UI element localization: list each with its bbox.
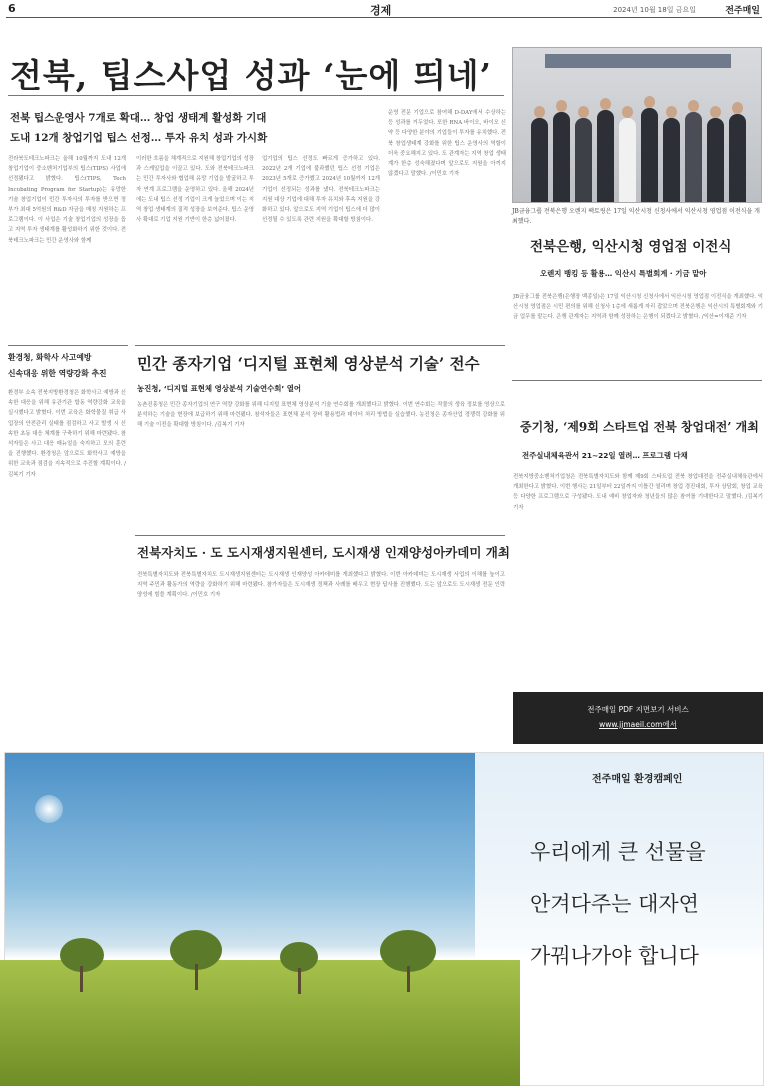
mid-story-body: 농촌진흥청은 민간 종자기업의 연구 역량 강화를 위해 디지털 표현체 영상분석 기술 연수회를 개최했다고 밝혔다. 이번 연수회는 작물의 생육 정보를 영상으로 분석하는 기술을 현장에 보급하기 위해 마련됐다. 참석자들은 표현체 분석 장비 활용법과 데이터 처리 방법을 실습했다. 농진청은 종자산업 경쟁력 강화를 위해 기술 이전을 확대할 방침이다. /김복기 기자 xyxy=(137,402,505,429)
divider xyxy=(8,345,128,346)
left-story-body: 환경부 소속 전북지방환경청은 화학사고 예방과 신속한 대응을 위해 유관기관 합동 역량강화 교육을 실시했다고 밝혔다. 이번 교육은 화학물질 취급 사업장의 안전관리 실태를 점검하고 사고 발생 시 신속한 초동 대응 체계를 구축하기 위해 마련됐다. 참석자들은 사고 대응 매뉴얼을 숙지하고 모의 훈련을 진행했다. 환경청은 앞으로도 화학사고 예방을 위한 교육과 점검을 지속적으로 추진할 계획이다. /김복기 기자 xyxy=(8,390,126,478)
tree-trunk xyxy=(80,966,83,992)
right2-story-subtitle: 전주실내체육관서 21~22일 열려… 프로그램 다채 xyxy=(522,451,688,460)
right2-story-title: 중기청, ‘제9회 스타트업 전북 창업대전’ 개최 xyxy=(520,420,759,434)
divider xyxy=(135,345,505,346)
photo-banner xyxy=(545,54,731,68)
ad-slogan-line-2: 안겨다주는 대자연 xyxy=(530,892,699,916)
masthead xyxy=(6,2,762,18)
photo-person xyxy=(619,118,636,202)
main-body-col4: 운영 전문 기업으로 참여해 D-DAY에서 수상하는 등 성과를 거두었다. 또한 RNA 바이오, 바이오 신약 등 다양한 분야의 기업들이 투자를 유치했다. 전북 창업생태계 강화를 위한 팁스 운영사의 역할이 더욱 중요해지고 있다. 도 관계자는 지역 창업 생태계가 한층 성숙해졌다며 앞으로도 지원을 아끼지 않겠다고 말했다. /이민호 기자 xyxy=(388,110,506,178)
ad-slogan-line-1: 우리에게 큰 선물을 xyxy=(530,840,706,864)
page-number: 6 xyxy=(8,2,16,15)
divider xyxy=(512,380,762,381)
photo-person xyxy=(707,118,724,202)
mid-story-subtitle: 농진청, ‘디지털 표현체 영상분석 기술연수회’ 열어 xyxy=(137,384,302,393)
tree-trunk xyxy=(298,968,301,994)
issue-date: 2024년 10월 18일 금요일 xyxy=(613,6,696,14)
photo-person xyxy=(531,118,548,202)
pdf-service-title: 전주매일 PDF 지면보기 서비스 xyxy=(587,705,689,714)
main-headline: 전북, 팁스사업 성과 ‘눈에 띄네’ xyxy=(10,56,492,95)
photo-person xyxy=(663,118,680,202)
mid2-story-body: 전북특별자치도와 전북특별자치도 도시재생지원센터는 도시재생 인재양성 아카데미를 개최했다고 밝혔다. 이번 아카데미는 도시재생 사업의 이해를 높이고 지역 주민과 활동가의 역량을 강화하기 위해 마련됐다. 참가자들은 도시재생 정책과 사례를 배우고 현장 답사를 진행했다. 도는 앞으로도 도시재생 전문 인력 양성에 힘쓸 계획이다. /이민호 기자 xyxy=(137,572,505,599)
left-story-title: 환경청, 화학사 사고예방 xyxy=(8,353,92,362)
photo-person xyxy=(729,114,746,202)
tree-trunk xyxy=(195,964,198,990)
photo-caption: JB금융그룹 전북은행 오렌지 팩토링은 17일 익산시청 신청사에서 익산시청 영업점 이전식을 개최했다. xyxy=(512,208,760,225)
news-photo xyxy=(512,47,762,203)
photo-person xyxy=(553,112,570,202)
grass-field xyxy=(0,960,520,1086)
right-story-title: 전북은행, 익산시청 영업점 이전식 xyxy=(530,239,732,255)
sun-glow xyxy=(35,795,63,823)
divider xyxy=(8,95,504,96)
right-story-body: JB금융그룹 전북은행(은행장 백종일)은 17일 익산시청 신청사에서 익산시청 영업점 이전식을 개최했다. 익산시청 영업점은 시민 편의를 위해 신청사 1층에 새롭게 자리 잡았으며 전북은행은 익산시의 특별회계와 기금 업무를 맡는다. 은행 관계자는 지역과 함께 성장하는 은행이 되겠다고 밝혔다. /익산=이재준 기자 xyxy=(513,294,763,321)
right-story-subtitle: 오렌지 뱅킹 등 활용… 익산시 특별회계 · 기금 맡아 xyxy=(540,269,707,278)
divider xyxy=(135,535,505,536)
mid2-story-title: 전북자치도 · 도 도시재생지원센터, 도시재생 인재양성아카데미 개최 xyxy=(137,545,510,560)
left-story-subtitle: 신속대응 위한 역량강화 추진 xyxy=(8,369,107,378)
mid-story-title: 민간 종자기업 ‘디지털 표현체 영상분석 기술’ 전수 xyxy=(137,354,480,373)
photo-person xyxy=(597,110,614,202)
main-body-col1: 전라북도테크노파크는 올해 10월까지 도내 12개 창업기업이 중소벤처기업부의 팁스(TIPS) 사업에 선정됐다고 밝혔다. 팁스(TIPS, Tech Incubating Program for Startup)는 유망한 기술 창업기업이 민간 투자사의 투자를 받으면 정부가 최대 5억원의 R&D 자금을 매칭 지원하는 프로그램이다. 이 사업은 기술 창업기업의 성장을 돕고 지역 투자 생태계를 활성화하기 위한 것이다. 전북테크노파크는 민간 운영사와 함께 xyxy=(8,156,126,244)
photo-person xyxy=(641,108,658,202)
pdf-service-box[interactable] xyxy=(513,692,763,744)
pdf-service-link[interactable]: www.jjmaeil.com에서 xyxy=(599,720,677,729)
photo-person xyxy=(685,112,702,202)
section-name: 경제 xyxy=(370,4,392,17)
right2-story-body: 전북지방중소벤처기업청은 전북특별자치도와 함께 제9회 스타트업 전북 창업대전을 전주실내체육관에서 개최한다고 밝혔다. 이번 행사는 21일부터 22일까지 이틀간 열리며 창업 경진대회, 투자 상담회, 창업 교육 등 다양한 프로그램으로 구성됐다. 도내 예비 창업자와 청년들의 많은 참여를 기대한다고 말했다. /김복기 기자 xyxy=(513,474,763,511)
ad-slogan-line-3: 가꿔나가야 합니다 xyxy=(530,944,699,968)
main-body-col2: 이러한 흐름을 체계적으로 지원해 창업기업의 성장과 스케일업을 이끌고 있다. 도와 전북테크노파크는 민간 투자사와 협업해 유망 기업을 발굴하고 투자 연계 프로그램을 운영하고 있다. 올해 2024년에는 도내 팁스 선정 기업이 크게 늘었으며 이는 지역 창업 생태계의 질적 성장을 보여준다. 팁스 운영사 확대로 기업 지원 기반이 한층 넓어졌다. xyxy=(136,156,254,224)
main-body-col3: 업기업의 팁스 선정도 빠르게 증가하고 있다. 2022년 2개 기업에 불과했던 팁스 선정 기업은 2023년 5개로 증가했고 2024년 10월까지 12개 기업이 선정되는 성과를 냈다. 전북테크노파크는 지원 대상 기업에 대해 투자 유치와 후속 지원을 강화하고 있다. 앞으로도 지역 기업이 팁스에 더 많이 선정될 수 있도록 관련 지원을 확대할 방침이다. xyxy=(262,156,380,224)
paper-name: 전주매일 xyxy=(725,6,760,16)
main-subheadline-1: 전북 팁스운영사 7개로 확대… 창업 생태계 활성화 기대 xyxy=(10,112,267,124)
main-subheadline-2: 도내 12개 창업기업 팁스 선정… 투자 유치 성과 가시화 xyxy=(10,132,268,144)
tree-trunk xyxy=(407,966,410,992)
ad-campaign-title: 전주매일 환경캠페인 xyxy=(592,774,683,785)
photo-person xyxy=(575,118,592,202)
